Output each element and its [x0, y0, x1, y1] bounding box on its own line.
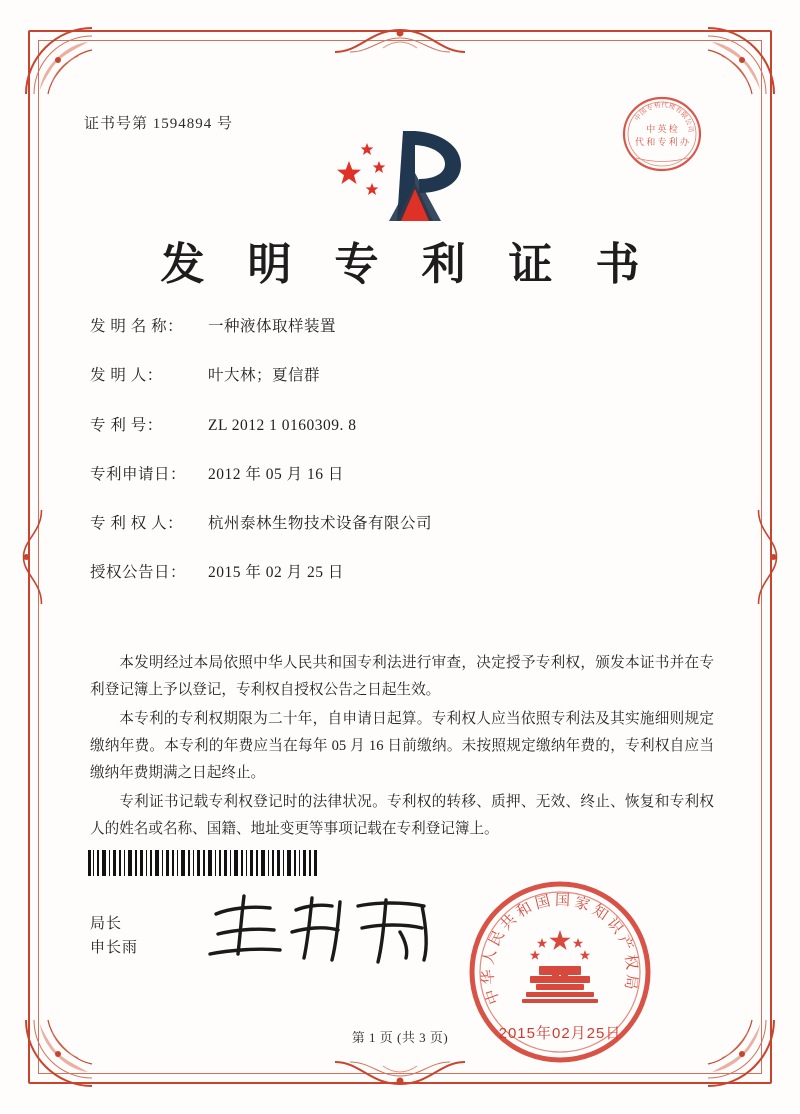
- field-label: 专 利 号：: [90, 416, 163, 434]
- svg-text:理: 理: [667, 102, 676, 112]
- legal-text: [90, 650, 714, 845]
- field-label: 发 明 人：: [90, 367, 163, 385]
- svg-text:限: 限: [679, 110, 689, 121]
- svg-text:共: 共: [497, 911, 520, 934]
- page-footer: 第 1 页 (共 3 页): [351, 1030, 449, 1045]
- svg-text:国: 国: [554, 892, 571, 910]
- certificate-content: [60, 60, 740, 1054]
- handwritten-signature-icon: [200, 888, 470, 966]
- svg-text:产: 产: [614, 933, 636, 954]
- svg-text:国: 国: [638, 107, 649, 117]
- svg-text:利: 利: [653, 101, 661, 110]
- field-label: 专利申请日：: [90, 465, 187, 483]
- svg-text:公: 公: [683, 117, 693, 127]
- svg-text:华: 华: [480, 968, 498, 986]
- svg-text:人: 人: [481, 948, 500, 967]
- field-grant-date: [90, 561, 710, 584]
- field-value: 杭州泰林生物技术设备有限公司: [208, 515, 433, 532]
- page-title: 发 明 专 利 证 书: [160, 240, 656, 289]
- svg-text:民: 民: [486, 928, 508, 950]
- svg-text:中 英 检: 中 英 检: [646, 124, 678, 134]
- barcode: [88, 850, 318, 876]
- svg-text:权: 权: [621, 953, 640, 971]
- svg-text:家: 家: [572, 894, 592, 915]
- seal-date: 2015年02月25日: [498, 1025, 622, 1042]
- director-label: 局长: [90, 916, 123, 932]
- director-name: 申长雨: [90, 940, 139, 956]
- svg-text:代: 代: [660, 101, 669, 110]
- field-value: 叶大林；夏信群: [208, 367, 321, 385]
- svg-text:局: 局: [621, 973, 640, 991]
- svg-text:和: 和: [513, 899, 536, 922]
- svg-text:中: 中: [483, 986, 504, 1007]
- field-patentee: [90, 512, 710, 535]
- legal-paragraph: 本发明经过本局依照中华人民共和国专利法进行审查，决定授予专利权，颁发本证书并在专利登记簿上予以登记，专利权自授权公告之日起生效。: [90, 655, 714, 698]
- cnipa-logo-icon: [60, 122, 740, 232]
- field-patent-number: [90, 414, 710, 437]
- field-application-date: [90, 463, 710, 486]
- field-value: 一种液体取样装置: [208, 318, 337, 335]
- svg-text:司: 司: [686, 125, 695, 133]
- svg-text:识: 识: [603, 915, 626, 938]
- svg-text:知: 知: [589, 902, 611, 924]
- field-invention-name: [90, 315, 710, 338]
- field-label: 发 明 名 称：: [90, 318, 184, 335]
- legal-paragraph: 本专利的专利权期限为二十年，自申请日起算。专利权人应当依照专利法及其实施细则规定缴纳年费。本专利的年费应当在每年 05 月 16 日前缴纳。未按照规定缴纳年费的，专利权自应当缴纳年费期满之日起终止。: [90, 710, 714, 781]
- svg-text:中: 中: [633, 112, 644, 123]
- field-value: 2012 年 05 月 16 日: [208, 465, 344, 483]
- svg-text:专: 专: [645, 103, 655, 113]
- svg-text:有: 有: [673, 105, 684, 116]
- field-label: 专 利 权 人：: [90, 515, 184, 532]
- field-inventors: [90, 364, 710, 387]
- svg-text:国: 国: [533, 893, 553, 913]
- field-value: ZL 2012 1 0160309. 8: [208, 416, 357, 434]
- field-label: 授权公告日：: [90, 564, 187, 582]
- field-value: 2015 年 02 月 25 日: [208, 564, 344, 582]
- signature-block: [90, 912, 138, 960]
- certificate-number: 证书号第 1594894 号: [84, 116, 234, 132]
- patent-fields: [90, 315, 710, 611]
- legal-paragraph: 专利证书记载专利权登记时的法律状况。专利权的转移、质押、无效、终止、恢复和专利权人的姓名或名称、国籍、地址变更等事项记载在专利登记簿上。: [90, 793, 714, 837]
- svg-text:代 和 专 利 办: 代 和 专 利 办: [634, 137, 690, 147]
